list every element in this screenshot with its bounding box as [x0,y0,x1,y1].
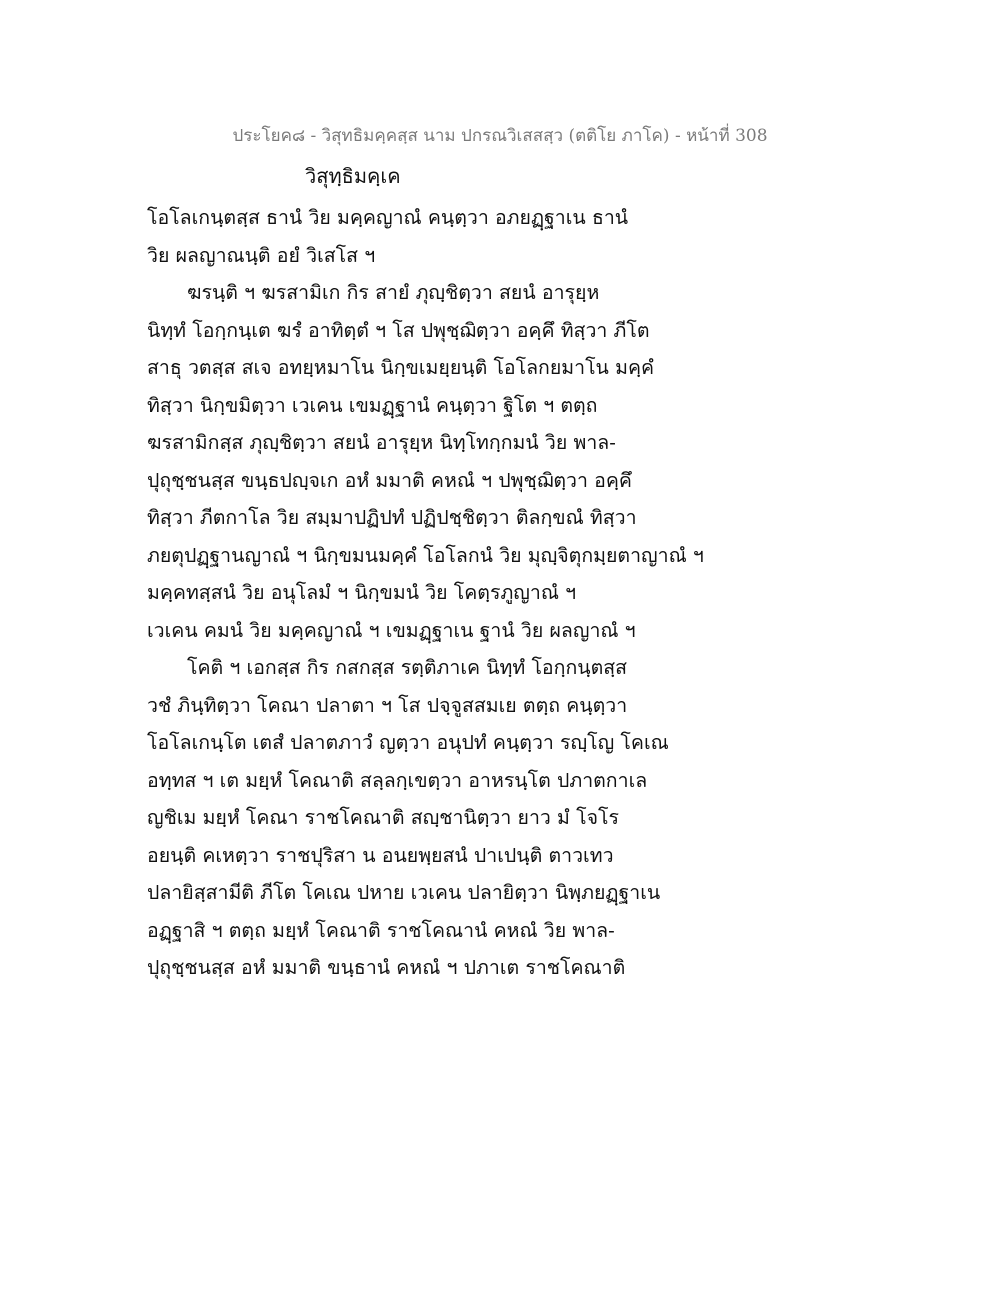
text-line: ปลายิสฺสามีติ ภีโต โคเณ ปหาย เวเคน ปลายิตฺวา นิพฺภยฏฺฐาเน [147,881,661,904]
body-text [147,199,787,987]
paragraph-2 [147,274,787,649]
text-line: นิทฺทํ โอกฺกนฺเต ฆรํ อาทิตฺตํ ฯ โส ปพุชฺฌิตฺวา อคฺคึ ทิสฺวา ภีโต [147,318,650,342]
text-line: ฆรนฺติ ฯ ฆรสามิเก กิร สายํ ภุญฺชิตฺวา สยนํ อารุยฺห [187,281,600,304]
running-header-text: ประโยค๘ - วิสุทธิมคฺคสฺส นาม ปกรณวิเสสสฺว (ตติโย ภาโค) - หน้าที่ 308 [232,126,768,146]
text-line: สาธุ วตสฺส สเจ อทยฺหมาโน นิกฺขเมยฺยนฺติ โอโลกยมาโน มคฺคํ [147,356,655,379]
paragraph-1 [147,199,787,274]
text-line: โอโลเกนฺตสฺส ธานํ วิย มคฺคญาณํ คนฺตฺวา อภยฏฺฐาเน ธานํ [147,206,629,229]
section-title: วิสุทฺธิมคฺเค [305,164,401,188]
text-line: อทฺทส ฯ เต มยฺหํ โคณาติ สลฺลกฺเขตฺวา อาหรนฺโต ปภาตกาเล [147,768,648,792]
text-line: มคฺคทสฺสนํ วิย อนุโลมํ ฯ นิกฺขมนํ วิย โคตฺรภูญาณํ ฯ [147,581,577,604]
paragraph-3 [147,649,787,987]
text-line: ญชิเม มยฺหํ โคณา ราชโคณาติ สญฺชานิตฺวา ยาว มํ โจโร [147,806,619,829]
text-line: อยนฺติ คเหตฺวา ราชปุริสา น อนยพฺยสนํ ปาเปนฺติ ตาวเทว [147,843,614,867]
text-line: วชํ ภินฺทิตฺวา โคณา ปลาตา ฯ โส ปจฺจูสสมเย ตตฺถ คนฺตฺวา [147,693,628,717]
text-line: วิย ผลญาณนฺติ อยํ วิเสโส ฯ [147,243,376,267]
text-line: ฆรสามิกสฺส ภุญฺชิตฺวา สยนํ อารุยฺห นิทฺโทกฺกมนํ วิย พาล- [147,431,616,454]
text-line: ภยตุปฏฺฐานญาณํ ฯ นิกฺขมนมคฺคํ โอโลกนํ วิย มุญฺจิตุกมฺยตาญาณํ ฯ [147,543,704,567]
text-line: ทิสฺวา นิกฺขมิตฺวา เวเคน เขมฏฺฐานํ คนฺตฺวา ฐิโต ฯ ตตฺถ [147,393,598,417]
text-line: โอโลเกนฺโต เตสํ ปลาตภาวํ ญตฺวา อนุปทํ คนฺตฺวา รญฺโญ โคเณ [147,731,669,754]
text-line: อฏฺฐาสิ ฯ ตตฺถ มยฺหํ โคณาติ ราชโคณานํ คหณํ วิย พาล- [147,918,615,942]
running-header [0,122,1000,149]
text-line: ปุถุชฺชนสฺส ขนฺธปญฺจเก อหํ มมาติ คหณํ ฯ ปพุชฺฌิตฺวา อคฺคึ [147,468,632,492]
text-line: โคติ ฯ เอกสฺส กิร กสกสฺส รตฺติภาเค นิทฺทํ โอกฺกนฺตสฺส [187,656,628,679]
text-line: ปุถุชฺชนสฺส อหํ มมาติ ขนฺธานํ คหณํ ฯ ปภาเต ราชโคณาติ [147,956,626,979]
text-line: ทิสฺวา ภีตกาโล วิย สมฺมาปฏิปทํ ปฏิปชฺชิตฺวา ติลกฺขณํ ทิสฺวา [147,506,637,529]
text-line: เวเคน คมนํ วิย มคฺคญาณํ ฯ เขมฏฺฐาเน ฐานํ วิย ผลญาณํ ฯ [147,618,636,642]
